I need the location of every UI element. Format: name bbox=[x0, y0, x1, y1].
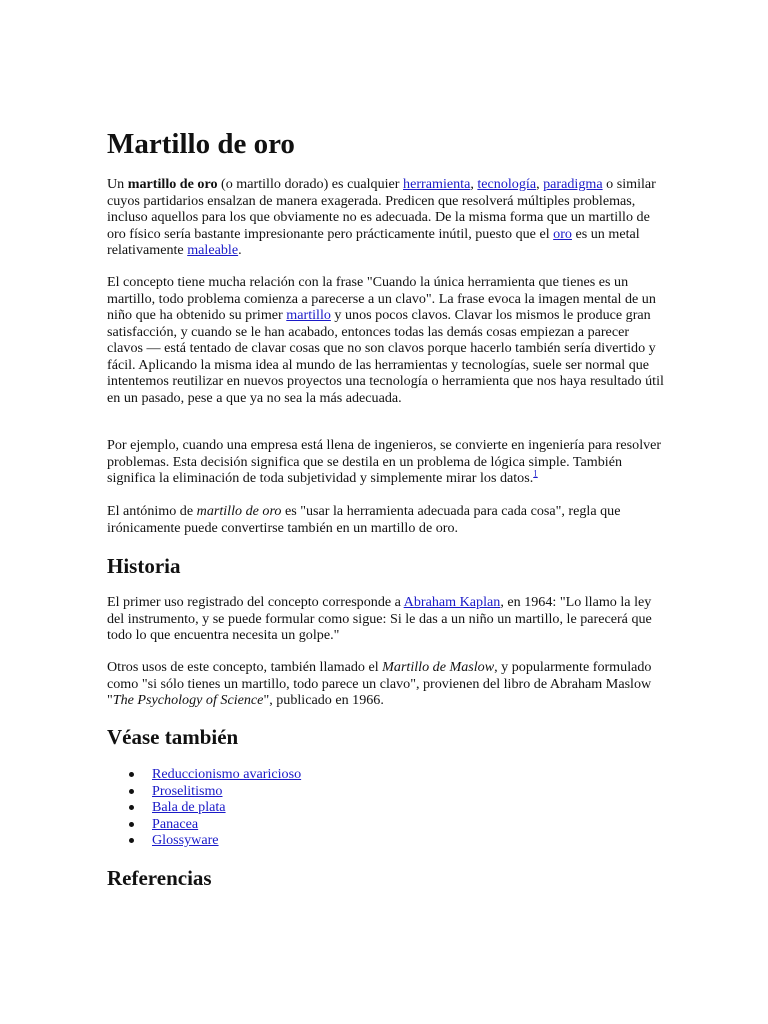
history-paragraph-2 bbox=[107, 659, 665, 709]
bullet-icon bbox=[129, 838, 134, 843]
concept-text-1: El concepto tiene mucha relación con la frase "Cuando la única herramienta que tienes es un martillo, todo problema comienza a parecerse a un clavo". La frase evoca la imagen mental de un niño que ha obtenido su primer bbox=[107, 274, 656, 323]
antonym-text-1: El antónimo de bbox=[107, 503, 197, 519]
book-title: The Psychology of Science bbox=[112, 692, 264, 708]
bullet-icon bbox=[129, 805, 134, 810]
intro-text-1: Un bbox=[107, 176, 128, 192]
concept-paragraph bbox=[107, 274, 665, 406]
link-panacea[interactable]: Panacea bbox=[152, 815, 199, 832]
link-glossyware[interactable]: Glossyware bbox=[152, 832, 219, 848]
link-abraham-kaplan[interactable]: Abraham Kaplan bbox=[403, 594, 501, 610]
intro-text-4: es un metal relativamente bbox=[107, 225, 640, 258]
intro-text-2: (o martillo dorado) es cualquier bbox=[217, 176, 404, 192]
example-paragraph bbox=[107, 437, 665, 487]
history-p1-text-2: , en 1964: "Lo llamo la ley del instrumento, y se puede formular como sigue: Si le das a un niño un martillo, le parecerá que todo lo que encuentra necesita un golpe." bbox=[107, 594, 652, 643]
see-also-list bbox=[107, 766, 301, 849]
antonym-italic-term: martillo de oro bbox=[196, 503, 282, 519]
link-paradigma[interactable]: paradigma bbox=[543, 176, 603, 192]
link-proselitismo[interactable]: Proselitismo bbox=[152, 782, 223, 799]
intro-text-3: o similar cuyos partidarios ensalzan de manera exagerada. Predicen que resolverá múltiples problemas, incluso aquellos para los que obviamente no es adecuada. De la misma forma que un martillo de oro físico sería bastante impresionante pero prácticamente inútil, puesto que el bbox=[107, 176, 656, 242]
antonym-text-2: es "usar la herramienta adecuada para cada cosa", regla que irónicamente puede convertirse también en un martillo de oro. bbox=[107, 503, 621, 536]
see-also-heading: Véase también bbox=[107, 725, 239, 749]
intro-text-5: . bbox=[238, 242, 242, 258]
history-p2-text-3: ", publicado en 1966. bbox=[263, 692, 384, 708]
link-tecnologia[interactable]: tecnología bbox=[477, 176, 537, 192]
link-reduccionismo-avaricioso[interactable]: Reduccionismo avaricioso bbox=[152, 766, 302, 782]
intro-paragraph bbox=[107, 176, 665, 259]
link-oro[interactable]: oro bbox=[553, 225, 572, 242]
intro-sep-1: , bbox=[470, 176, 478, 192]
list-item bbox=[107, 799, 301, 816]
bullet-icon bbox=[129, 772, 134, 777]
list-item bbox=[107, 832, 301, 849]
references-heading: Referencias bbox=[107, 866, 212, 890]
concept-text-2: y unos pocos clavos. Clavar los mismos le produce gran satisfacción, y cuando se le han acabado, entonces todas las demás cosas empiezan a parecer clavos — está tentado de clavar cosas que no son clavos porque hacerlo también sería divertido y fácil. Aplicando la misma idea al mundo de las herramientas y tecnologías, suele ser normal que intentemos reutilizar en nuevos proyectos una tecnología o herramienta que nos haya resultado útil en un pasado, pese a que ya no sea la más adecuada. bbox=[107, 307, 664, 406]
bullet-icon bbox=[129, 822, 134, 827]
link-bala-de-plata[interactable]: Bala de plata bbox=[152, 799, 226, 815]
list-item bbox=[107, 766, 301, 783]
link-martillo[interactable]: martillo bbox=[286, 307, 331, 323]
reference-1-link[interactable]: 1 bbox=[533, 468, 538, 479]
history-p2-text-1: Otros usos de este concepto, también llamado el bbox=[107, 659, 383, 675]
antonym-paragraph bbox=[107, 503, 665, 536]
list-item bbox=[107, 783, 301, 800]
intro-sep-2: , bbox=[536, 176, 544, 192]
bullet-icon bbox=[129, 789, 134, 794]
history-p1-text-1: El primer uso registrado del concepto corresponde a bbox=[107, 594, 404, 610]
example-text: Por ejemplo, cuando una empresa está llena de ingenieros, se convierte en ingeniería para resolver problemas. Esta decisión significa que se destila en un problema de lógica simple. También significa la eliminación de toda subjetividad y simplemente mirar los datos. bbox=[107, 437, 662, 486]
intro-bold-term: martillo de oro bbox=[127, 176, 218, 192]
list-item bbox=[107, 816, 301, 833]
link-maleable[interactable]: maleable bbox=[187, 242, 239, 258]
history-p2-text-2: , y popularmente formulado como "si sólo tienes un martillo, todo parece un clavo", provienen del libro de Abraham Maslow " bbox=[107, 659, 652, 708]
history-heading: Historia bbox=[107, 554, 181, 578]
history-paragraph-1 bbox=[107, 594, 665, 644]
maslow-hammer-term: Martillo de Maslow bbox=[382, 659, 495, 675]
link-herramienta[interactable]: herramienta bbox=[403, 176, 471, 192]
page-title: Martillo de oro bbox=[107, 128, 295, 160]
